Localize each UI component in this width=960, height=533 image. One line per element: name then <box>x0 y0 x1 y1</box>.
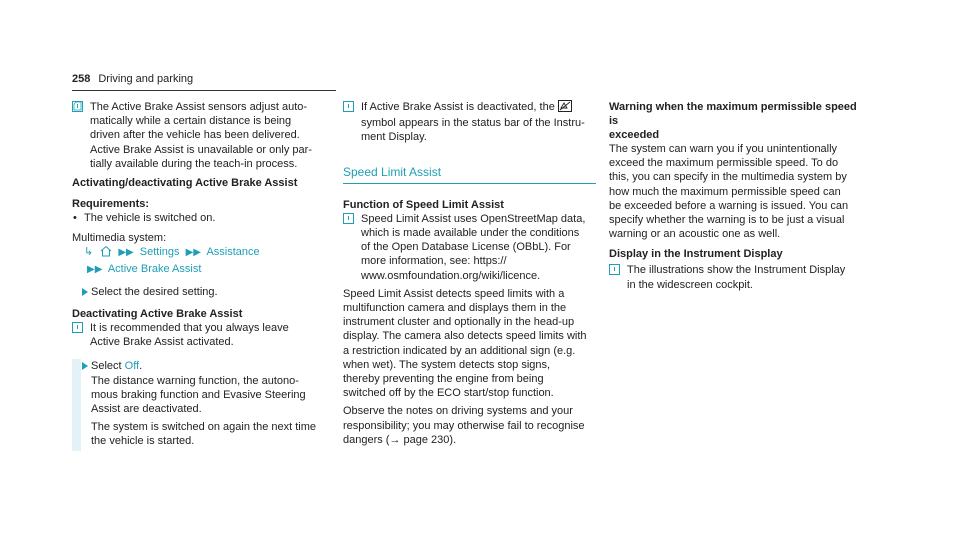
text-line: multifunction camera and displays them in the <box>343 302 567 315</box>
paragraph <box>343 404 596 447</box>
text-line: responsibility; you may otherwise fail to recognise <box>343 419 585 432</box>
chevron-icon: ▶▶ <box>185 247 201 259</box>
step-arrow-icon <box>82 362 88 370</box>
brake-assist-off-icon <box>558 100 572 116</box>
text-line: specify whether the warning is to be just a visual <box>609 214 845 227</box>
chapter-title: Driving and parking <box>98 73 194 85</box>
info-icon <box>343 213 354 224</box>
text-line: exceeded <box>609 129 660 141</box>
multimedia-label: Multimedia system: <box>72 232 167 245</box>
text-line: The Active Brake Assist sensors adjust auto- <box>90 101 308 113</box>
requirements-label: Requirements: <box>72 198 150 211</box>
text-line: of the Open Database License (OBbL). For <box>361 241 571 254</box>
text-line: which is made available under the conditions <box>361 227 580 240</box>
text-line: mous braking function and Evasive Steering <box>91 388 306 401</box>
requirement-item: • The vehicle is switched on. <box>72 211 325 225</box>
page-number: 258 <box>72 73 91 85</box>
page-reference-link[interactable]: dangers (→ page 230). <box>343 433 457 446</box>
paragraph <box>343 287 596 401</box>
text-line: display. The camera also detects speed limits with <box>343 330 587 343</box>
text-line: warning or an acoustic one as well. <box>609 228 781 241</box>
info-note <box>343 100 596 145</box>
home-icon[interactable] <box>100 245 112 261</box>
text-line: ment Display. <box>361 131 427 144</box>
text-line: Active Brake Assist activated. <box>90 336 234 349</box>
text-line: symbol appears in the status bar of the Instru- <box>361 117 585 130</box>
text-line: Warning when the maximum permissible speed is <box>609 101 857 127</box>
text-line: more information, see: https:// <box>361 255 507 268</box>
text-line: It is recommended that you always leave <box>90 322 289 335</box>
text-line: switched off by the ECO start/stop function. <box>343 387 554 400</box>
info-note <box>343 212 596 283</box>
text-line: The system is switched on again the next time <box>91 421 316 434</box>
step-arrow-icon <box>82 288 88 296</box>
text-line: matically while a certain distance is being <box>90 115 292 128</box>
text-line: in the widescreen cockpit. <box>627 278 753 291</box>
section-heading: Activating/deactivating Active Brake Assist <box>72 177 298 190</box>
info-icon <box>72 101 83 112</box>
menu-active-brake-assist[interactable]: Active Brake Assist <box>107 262 202 275</box>
info-icon <box>609 264 620 275</box>
function-heading: Function of Speed Limit Assist <box>343 198 504 211</box>
step-text: Select the desired setting. <box>91 285 218 298</box>
column-3 <box>609 100 861 292</box>
info-note <box>72 100 325 171</box>
text-line: www.osmfoundation.org/wiki/licence. <box>361 269 541 282</box>
text-line: a restriction indicated by an additional sign (e.g. <box>343 344 576 357</box>
text-line: instrument cluster and optionally in the head-up <box>343 316 575 329</box>
text-line: the vehicle is started. <box>91 435 195 448</box>
display-heading: Display in the Instrument Display <box>609 248 783 261</box>
text-line: The illustrations show the Instrument Display <box>627 264 846 277</box>
column-2 <box>343 100 596 447</box>
text-line: If Active Brake Assist is deactivated, the <box>361 101 555 113</box>
return-arrow-icon: ↳ <box>84 246 94 259</box>
section-title-speed-limit-assist: Speed Limit Assist <box>343 165 596 184</box>
text-line: Speed Limit Assist detects speed limits with a <box>343 287 565 300</box>
step-item <box>72 359 325 448</box>
text-line: thereby preventing the engine from being <box>343 373 544 386</box>
info-icon <box>72 322 83 333</box>
menu-settings[interactable]: Settings <box>139 246 180 259</box>
info-icon <box>343 101 354 112</box>
chevron-icon: ▶▶ <box>87 263 103 275</box>
text-line: The system can warn you if you unintentionally <box>609 143 838 155</box>
text-line: Active Brake Assist is unavailable or only par- <box>90 143 312 156</box>
text-line: be exceeded before a warning is issued. You can <box>609 199 849 212</box>
header-rule <box>72 90 336 91</box>
text-line: Assist are deactivated. <box>91 403 202 416</box>
column-1 <box>72 100 325 451</box>
step-text: . <box>139 360 143 373</box>
text-line: driven after the vehicle has been delivered. <box>90 129 300 142</box>
page-header <box>72 73 193 85</box>
info-note <box>72 321 325 349</box>
text-line: The distance warning function, the autono- <box>91 374 299 387</box>
deactivating-heading: Deactivating Active Brake Assist <box>72 308 243 321</box>
menu-path <box>72 245 325 276</box>
info-note <box>609 263 861 291</box>
step-item <box>72 285 325 299</box>
warning-heading <box>609 100 861 142</box>
text-line: when wet). The system detects stop signs, <box>343 358 551 371</box>
menu-assistance[interactable]: Assistance <box>206 246 260 259</box>
step-block <box>72 359 325 450</box>
text-line: Observe the notes on driving systems and your <box>343 405 573 418</box>
note1-text <box>90 100 325 171</box>
text-line: exceed the maximum permissible speed. To do <box>609 157 839 170</box>
chevron-icon: ▶▶ <box>118 247 134 259</box>
text-line: tially available during the teach-in process. <box>90 157 298 170</box>
text-line: Speed Limit Assist uses OpenStreetMap data, <box>361 212 586 225</box>
step-text: Select <box>91 360 125 373</box>
option-off[interactable]: Off <box>124 360 140 373</box>
text-line: how much the maximum permissible speed can <box>609 185 841 198</box>
paragraph <box>609 142 861 241</box>
text-line: this, you can specify in the multimedia system by <box>609 171 847 184</box>
